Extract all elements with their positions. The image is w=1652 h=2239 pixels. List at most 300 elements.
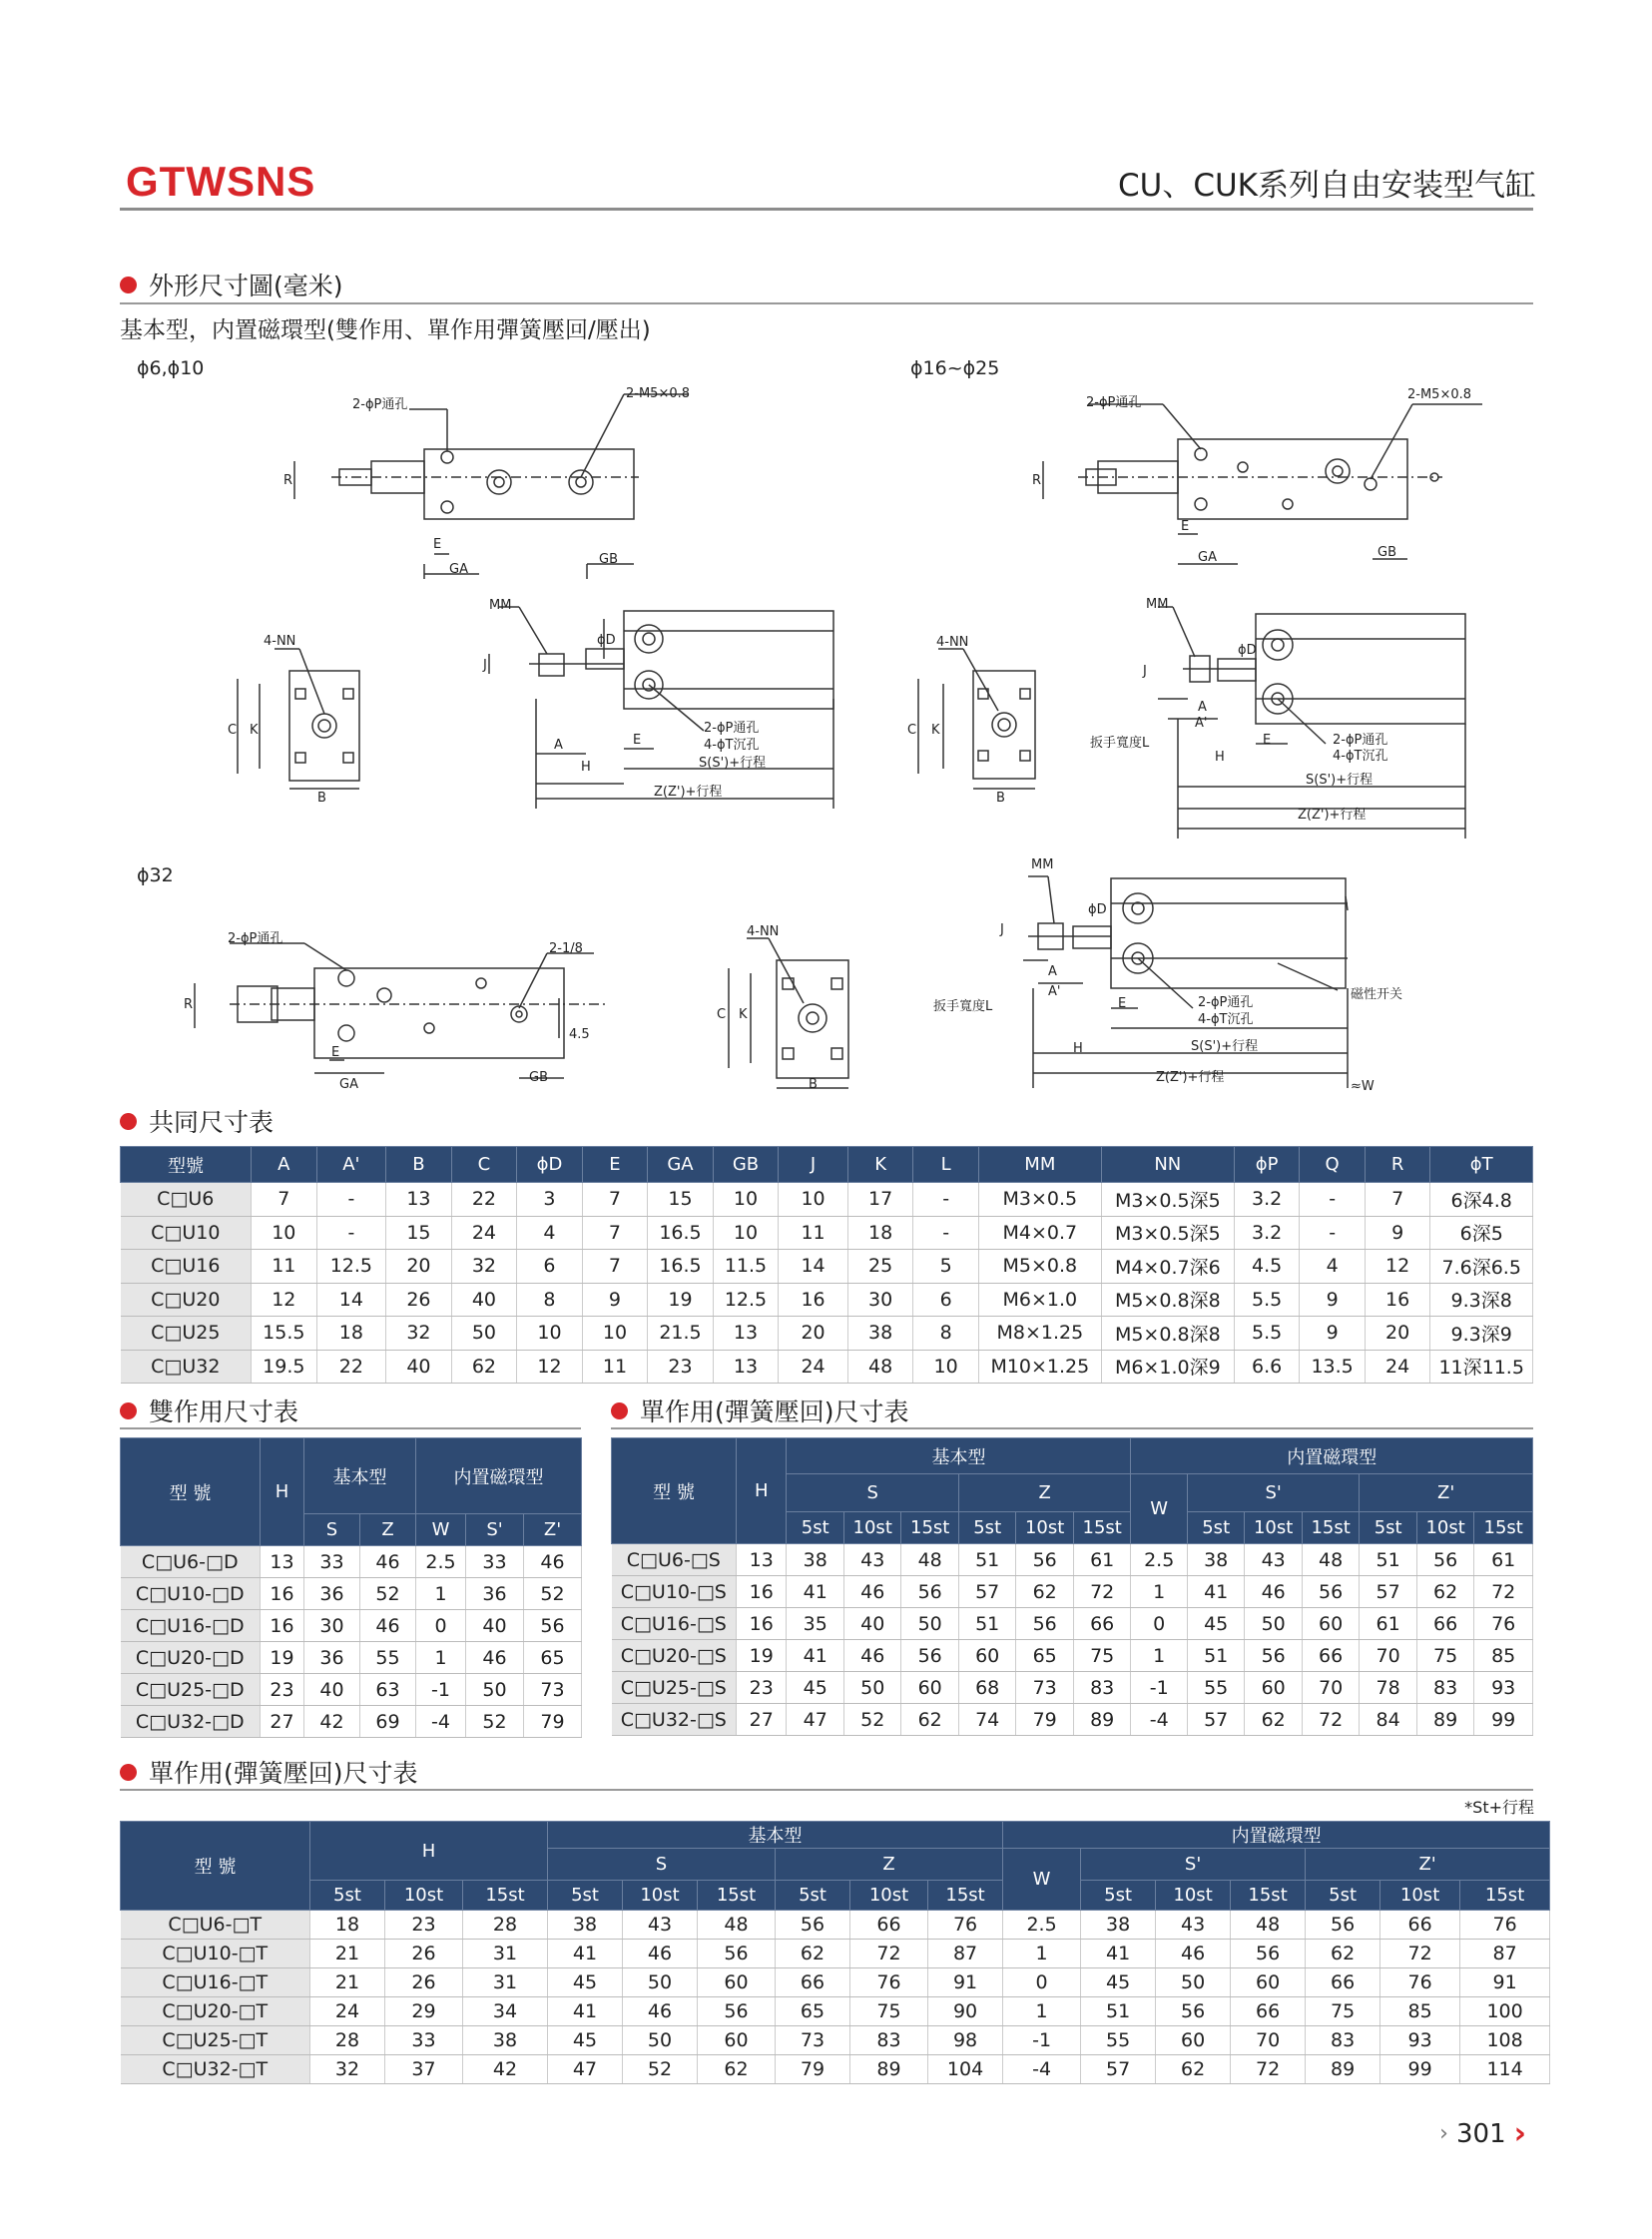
value-cell: 16.5 bbox=[648, 1250, 714, 1284]
value-cell: 9 bbox=[582, 1283, 648, 1317]
header-cell: B bbox=[386, 1147, 452, 1183]
table-row bbox=[612, 1544, 1533, 1576]
value-cell: 56 bbox=[698, 1940, 776, 1968]
header-cell: 10st bbox=[385, 1881, 463, 1911]
value-cell: 3.2 bbox=[1234, 1183, 1300, 1217]
model-cell: C□U16-□D bbox=[121, 1610, 261, 1642]
value-cell: 75 bbox=[1306, 1997, 1380, 2026]
value-cell: 62 bbox=[776, 1940, 850, 1968]
label-gb-3: GB bbox=[529, 1070, 548, 1085]
value-cell: 40 bbox=[304, 1674, 360, 1706]
value-cell: 99 bbox=[1474, 1704, 1533, 1736]
value-cell: 7 bbox=[582, 1250, 648, 1284]
table-row bbox=[612, 1672, 1533, 1704]
value-cell: 48 bbox=[698, 1911, 776, 1940]
header-cell: GB bbox=[713, 1147, 779, 1183]
model-cell: C□U20-□D bbox=[121, 1642, 261, 1674]
value-cell: 76 bbox=[1380, 1968, 1460, 1997]
value-cell: 0 bbox=[1131, 1608, 1187, 1640]
value-cell: 46 bbox=[1245, 1576, 1302, 1608]
value-cell: M6×1.0 bbox=[978, 1283, 1101, 1317]
value-cell: 66 bbox=[1306, 1968, 1380, 1997]
value-cell: 60 bbox=[1302, 1608, 1359, 1640]
value-cell: 24 bbox=[779, 1350, 848, 1384]
value-cell: 56 bbox=[524, 1610, 582, 1642]
value-cell: 14 bbox=[779, 1250, 848, 1284]
value-cell: 72 bbox=[850, 1940, 928, 1968]
value-cell: 28 bbox=[310, 2026, 385, 2055]
value-cell: 45 bbox=[548, 2026, 623, 2055]
label-p-hole-6: 2-ϕP通孔 bbox=[1198, 995, 1254, 1010]
header-cell: 5st bbox=[1081, 1881, 1156, 1911]
header-magnetic: 内置磁環型 bbox=[1003, 1822, 1550, 1849]
label-e-5: E bbox=[331, 1045, 340, 1060]
value-cell: 25 bbox=[847, 1250, 913, 1284]
value-cell: 70 bbox=[1231, 2026, 1306, 2055]
header-cell: 15st bbox=[1231, 1881, 1306, 1911]
value-cell: 2.5 bbox=[416, 1546, 466, 1578]
value-cell: 37 bbox=[385, 2055, 463, 2084]
value-cell: 11 bbox=[582, 1350, 648, 1384]
value-cell: 47 bbox=[787, 1704, 843, 1736]
value-cell: 61 bbox=[1073, 1544, 1131, 1576]
value-cell: 73 bbox=[776, 2026, 850, 2055]
bullet-dot-icon bbox=[611, 1402, 628, 1419]
value-cell: 83 bbox=[1416, 1672, 1473, 1704]
table-row bbox=[121, 2026, 1550, 2055]
header-cell: 10st bbox=[1245, 1512, 1302, 1544]
value-cell: 62 bbox=[1245, 1704, 1302, 1736]
value-cell: 84 bbox=[1360, 1704, 1416, 1736]
value-cell: 41 bbox=[787, 1576, 843, 1608]
value-cell: 23 bbox=[261, 1674, 304, 1706]
value-cell: 66 bbox=[1380, 1911, 1460, 1940]
header-h: H bbox=[737, 1438, 787, 1544]
value-cell: 16.5 bbox=[648, 1216, 714, 1250]
value-cell: 20 bbox=[1365, 1317, 1430, 1351]
header-s-prime: S' bbox=[1187, 1474, 1359, 1512]
value-cell: 89 bbox=[1306, 2055, 1380, 2084]
value-cell: 38 bbox=[787, 1544, 843, 1576]
value-cell: 104 bbox=[928, 2055, 1003, 2084]
value-cell: 65 bbox=[1016, 1640, 1073, 1672]
value-cell: 72 bbox=[1474, 1576, 1533, 1608]
chevron-right-icon: › bbox=[1513, 2116, 1526, 2151]
value-cell: 79 bbox=[1016, 1704, 1073, 1736]
value-cell: 48 bbox=[1302, 1544, 1359, 1576]
value-cell: 40 bbox=[386, 1350, 452, 1384]
value-cell: 41 bbox=[1187, 1576, 1244, 1608]
value-cell: 52 bbox=[843, 1704, 900, 1736]
label-ga-1: GA bbox=[449, 562, 468, 577]
table-row bbox=[121, 1250, 1533, 1284]
value-cell: 6深4.8 bbox=[1430, 1183, 1533, 1217]
value-cell: 40 bbox=[466, 1610, 524, 1642]
value-cell: 52 bbox=[623, 2055, 698, 2084]
value-cell: 12 bbox=[1365, 1250, 1430, 1284]
header-z: Z bbox=[776, 1849, 1003, 1881]
label-s-stroke-1: S(S')+行程 bbox=[699, 756, 767, 771]
value-cell: 20 bbox=[386, 1250, 452, 1284]
label-p-hole-1: 2-ϕP通孔 bbox=[352, 397, 408, 412]
label-c-3: C bbox=[717, 1007, 727, 1022]
stroke-note: *St+行程 bbox=[1464, 1798, 1534, 1817]
value-cell: 19 bbox=[648, 1283, 714, 1317]
value-cell: 47 bbox=[548, 2055, 623, 2084]
model-cell: C□U10-□S bbox=[612, 1576, 737, 1608]
header-cell: 15st bbox=[463, 1881, 548, 1911]
header-cell: S bbox=[304, 1514, 360, 1546]
value-cell: 5.5 bbox=[1234, 1317, 1300, 1351]
value-cell: 46 bbox=[843, 1640, 900, 1672]
value-cell: 38 bbox=[847, 1317, 913, 1351]
value-cell: 11 bbox=[779, 1216, 848, 1250]
value-cell: 34 bbox=[463, 1997, 548, 2026]
value-cell: 12.5 bbox=[713, 1283, 779, 1317]
label-s-stroke-3: S(S')+行程 bbox=[1191, 1039, 1259, 1054]
label-gb-2: GB bbox=[1377, 545, 1396, 560]
table-row bbox=[121, 1706, 582, 1738]
value-cell: 56 bbox=[1306, 1911, 1380, 1940]
value-cell: 65 bbox=[776, 1997, 850, 2026]
header-cell: W bbox=[416, 1514, 466, 1546]
value-cell: 52 bbox=[466, 1706, 524, 1738]
table-row bbox=[121, 1283, 1533, 1317]
section-divider bbox=[120, 1789, 1533, 1791]
value-cell: M4×0.7 bbox=[978, 1216, 1101, 1250]
value-cell: 72 bbox=[1231, 2055, 1306, 2084]
value-cell: 16 bbox=[1365, 1283, 1430, 1317]
value-cell: 57 bbox=[958, 1576, 1015, 1608]
value-cell: 57 bbox=[1081, 2055, 1156, 2084]
chevron-right-icon: › bbox=[1439, 2121, 1448, 2146]
header-cell: 5st bbox=[958, 1512, 1015, 1544]
value-cell: 48 bbox=[1231, 1911, 1306, 1940]
value-cell: 62 bbox=[1156, 2055, 1231, 2084]
value-cell: 91 bbox=[1460, 1968, 1550, 1997]
value-cell: 56 bbox=[1302, 1576, 1359, 1608]
value-cell: -1 bbox=[416, 1674, 466, 1706]
value-cell: 8 bbox=[913, 1317, 979, 1351]
header-cell: 10st bbox=[1016, 1512, 1073, 1544]
value-cell: 43 bbox=[623, 1911, 698, 1940]
label-m5-1: 2-M5×0.8 bbox=[626, 386, 691, 401]
header-model: 型 號 bbox=[121, 1822, 310, 1911]
value-cell: 75 bbox=[850, 1997, 928, 2026]
value-cell: 60 bbox=[698, 1968, 776, 1997]
value-cell: - bbox=[913, 1183, 979, 1217]
section-divider bbox=[611, 1427, 1533, 1429]
bullet-dot-icon bbox=[120, 1402, 137, 1419]
value-cell: 23 bbox=[648, 1350, 714, 1384]
value-cell: 66 bbox=[776, 1968, 850, 1997]
value-cell: 10 bbox=[252, 1216, 317, 1250]
label-p-hole-5: 2-ϕP通孔 bbox=[228, 931, 283, 946]
label-t-hole-2: 4-ϕT沉孔 bbox=[1333, 749, 1388, 764]
header-cell: 10st bbox=[1416, 1512, 1473, 1544]
model-cell: C□U20-□T bbox=[121, 1997, 310, 2026]
header-cell: R bbox=[1365, 1147, 1430, 1183]
value-cell: 60 bbox=[698, 2026, 776, 2055]
value-cell: 50 bbox=[466, 1674, 524, 1706]
value-cell: 10 bbox=[779, 1183, 848, 1217]
value-cell: 13 bbox=[737, 1544, 787, 1576]
header-s-prime: S' bbox=[1081, 1849, 1306, 1881]
value-cell: M4×0.7深6 bbox=[1101, 1250, 1234, 1284]
value-cell: 98 bbox=[928, 2026, 1003, 2055]
header-cell: 10st bbox=[1380, 1881, 1460, 1911]
table-row bbox=[121, 1183, 1533, 1217]
value-cell: 12 bbox=[252, 1283, 317, 1317]
value-cell: 56 bbox=[1156, 1997, 1231, 2026]
double-acting-table bbox=[120, 1437, 582, 1738]
value-cell: 14 bbox=[316, 1283, 386, 1317]
model-cell: C□U10-□T bbox=[121, 1940, 310, 1968]
header-basic: 基本型 bbox=[787, 1438, 1131, 1474]
header-cell: J bbox=[779, 1147, 848, 1183]
header-cell: Q bbox=[1300, 1147, 1366, 1183]
value-cell: 7 bbox=[582, 1183, 648, 1217]
bullet-dot-icon bbox=[120, 1113, 137, 1130]
drawing-6-10-side bbox=[489, 607, 833, 809]
value-cell: 15 bbox=[386, 1216, 452, 1250]
value-cell: 40 bbox=[843, 1608, 900, 1640]
value-cell: 46 bbox=[466, 1642, 524, 1674]
header-cell: 15st bbox=[1460, 1881, 1550, 1911]
header-cell: 10st bbox=[843, 1512, 900, 1544]
value-cell: 46 bbox=[623, 1940, 698, 1968]
model-cell: C□U32-□D bbox=[121, 1706, 261, 1738]
header-h: H bbox=[261, 1438, 304, 1546]
value-cell: 70 bbox=[1302, 1672, 1359, 1704]
value-cell: 61 bbox=[1474, 1544, 1533, 1576]
header-cell: Z' bbox=[524, 1514, 582, 1546]
table-row bbox=[121, 1642, 582, 1674]
value-cell: 46 bbox=[1156, 1940, 1231, 1968]
model-cell: C□U25-□D bbox=[121, 1674, 261, 1706]
value-cell: 43 bbox=[1245, 1544, 1302, 1576]
value-cell: 52 bbox=[524, 1578, 582, 1610]
value-cell: 56 bbox=[1416, 1544, 1473, 1576]
header-z-prime: Z' bbox=[1306, 1849, 1550, 1881]
value-cell: 74 bbox=[958, 1704, 1015, 1736]
value-cell: 15 bbox=[648, 1183, 714, 1217]
value-cell: 56 bbox=[698, 1997, 776, 2026]
header-cell: E bbox=[582, 1147, 648, 1183]
value-cell: 55 bbox=[1187, 1672, 1244, 1704]
value-cell: 24 bbox=[451, 1216, 517, 1250]
value-cell: 1 bbox=[416, 1578, 466, 1610]
value-cell: 29 bbox=[385, 1997, 463, 2026]
label-j-2: J bbox=[1143, 664, 1147, 679]
value-cell: 66 bbox=[1073, 1608, 1131, 1640]
header-s: S bbox=[787, 1474, 958, 1512]
value-cell: 85 bbox=[1474, 1640, 1533, 1672]
value-cell: 51 bbox=[1081, 1997, 1156, 2026]
value-cell: 70 bbox=[1360, 1640, 1416, 1672]
value-cell: 62 bbox=[1016, 1576, 1073, 1608]
header-cell: NN bbox=[1101, 1147, 1234, 1183]
value-cell: 31 bbox=[463, 1968, 548, 1997]
value-cell: 83 bbox=[1306, 2026, 1380, 2055]
header-cell: K bbox=[847, 1147, 913, 1183]
header-basic: 基本型 bbox=[548, 1822, 1003, 1849]
value-cell: 8 bbox=[517, 1283, 583, 1317]
value-cell: 57 bbox=[1187, 1704, 1244, 1736]
label-b-3: B bbox=[809, 1077, 818, 1092]
value-cell: 10 bbox=[713, 1216, 779, 1250]
value-cell: 26 bbox=[385, 1968, 463, 1997]
header-h: H bbox=[310, 1822, 548, 1881]
value-cell: 43 bbox=[843, 1544, 900, 1576]
value-cell: 21 bbox=[310, 1968, 385, 1997]
value-cell: 50 bbox=[843, 1672, 900, 1704]
label-z-stroke-1: Z(Z')+行程 bbox=[654, 785, 723, 800]
label-e-4: E bbox=[1263, 733, 1272, 748]
value-cell: 85 bbox=[1380, 1997, 1460, 2026]
label-p-hole-4: 2-ϕP通孔 bbox=[1333, 733, 1388, 748]
value-cell: 51 bbox=[1360, 1544, 1416, 1576]
drawing-32-top bbox=[195, 943, 609, 1078]
section-heading-common bbox=[120, 1104, 274, 1138]
value-cell: 56 bbox=[1231, 1940, 1306, 1968]
section-title: 外形尺寸圖(毫米) bbox=[149, 272, 343, 300]
value-cell: 56 bbox=[1016, 1608, 1073, 1640]
section-subtitle: 基本型，内置磁環型(雙作用、單作用彈簧壓回/壓出) bbox=[120, 317, 651, 343]
value-cell: M3×0.5深5 bbox=[1101, 1216, 1234, 1250]
label-nn-2: 4-NN bbox=[936, 635, 969, 650]
table-row bbox=[121, 1911, 1550, 1940]
value-cell: M6×1.0深9 bbox=[1101, 1350, 1234, 1384]
value-cell: 38 bbox=[1081, 1911, 1156, 1940]
value-cell: M10×1.25 bbox=[978, 1350, 1101, 1384]
label-h-3: H bbox=[1073, 1041, 1083, 1056]
label-p-hole-2: 2-ϕP通孔 bbox=[704, 721, 760, 736]
value-cell: 26 bbox=[386, 1283, 452, 1317]
value-cell: 72 bbox=[1302, 1704, 1359, 1736]
model-cell: C□U10 bbox=[121, 1216, 252, 1250]
value-cell: 15.5 bbox=[252, 1317, 317, 1351]
table-row bbox=[121, 1350, 1533, 1384]
value-cell: 2.5 bbox=[1003, 1911, 1081, 1940]
value-cell: 69 bbox=[360, 1706, 416, 1738]
model-cell: C□U25-□T bbox=[121, 2026, 310, 2055]
table-row bbox=[121, 1216, 1533, 1250]
value-cell: 6.6 bbox=[1234, 1350, 1300, 1384]
header-basic: 基本型 bbox=[304, 1438, 416, 1514]
table-row bbox=[121, 1546, 582, 1578]
model-cell: C□U10-□D bbox=[121, 1578, 261, 1610]
value-cell: 46 bbox=[360, 1546, 416, 1578]
value-cell: 45 bbox=[787, 1672, 843, 1704]
label-j-1: J bbox=[483, 658, 487, 673]
label-s-stroke-2: S(S')+行程 bbox=[1306, 773, 1374, 788]
value-cell: 60 bbox=[1245, 1672, 1302, 1704]
value-cell: 11深11.5 bbox=[1430, 1350, 1533, 1384]
section-heading-single-t bbox=[120, 1755, 418, 1789]
value-cell: 68 bbox=[958, 1672, 1015, 1704]
value-cell: 5 bbox=[913, 1250, 979, 1284]
value-cell: 1 bbox=[1003, 1940, 1081, 1968]
value-cell: 76 bbox=[1474, 1608, 1533, 1640]
value-cell: 24 bbox=[310, 1997, 385, 2026]
value-cell: 20 bbox=[779, 1317, 848, 1351]
value-cell: 13 bbox=[713, 1350, 779, 1384]
value-cell: - bbox=[1300, 1216, 1366, 1250]
value-cell: 23 bbox=[737, 1672, 787, 1704]
figure-label-16-25: ϕ16~ϕ25 bbox=[910, 357, 1000, 379]
value-cell: 7 bbox=[252, 1183, 317, 1217]
header-cell: L bbox=[913, 1147, 979, 1183]
header-cell: 5st bbox=[787, 1512, 843, 1544]
label-r-2: R bbox=[1032, 473, 1042, 488]
header-cell: 15st bbox=[1073, 1512, 1131, 1544]
value-cell: 7.6深6.5 bbox=[1430, 1250, 1533, 1284]
value-cell: 42 bbox=[304, 1706, 360, 1738]
header-cell: 10st bbox=[623, 1881, 698, 1911]
value-cell: 73 bbox=[524, 1674, 582, 1706]
value-cell: 31 bbox=[463, 1940, 548, 1968]
label-h-1: H bbox=[581, 760, 591, 775]
value-cell: 13.5 bbox=[1300, 1350, 1366, 1384]
value-cell: 36 bbox=[304, 1642, 360, 1674]
value-cell: 76 bbox=[1460, 1911, 1550, 1940]
value-cell: 28 bbox=[463, 1911, 548, 1940]
header-cell: 10st bbox=[1156, 1881, 1231, 1911]
value-cell: 7 bbox=[1365, 1183, 1430, 1217]
label-z-stroke-3: Z(Z')+行程 bbox=[1156, 1070, 1225, 1085]
drawing-32-side bbox=[1023, 876, 1348, 1088]
value-cell: 16 bbox=[261, 1578, 304, 1610]
value-cell: M3×0.5深5 bbox=[1101, 1183, 1234, 1217]
header-w: W bbox=[1003, 1849, 1081, 1911]
value-cell: 19 bbox=[737, 1640, 787, 1672]
label-a-2: A bbox=[1198, 700, 1207, 715]
value-cell: 57 bbox=[1360, 1576, 1416, 1608]
value-cell: 6深5 bbox=[1430, 1216, 1533, 1250]
value-cell: - bbox=[316, 1183, 386, 1217]
value-cell: 13 bbox=[713, 1317, 779, 1351]
value-cell: 41 bbox=[548, 1940, 623, 1968]
header-cell: ϕP bbox=[1234, 1147, 1300, 1183]
header-cell: MM bbox=[978, 1147, 1101, 1183]
header-cell: ϕD bbox=[517, 1147, 583, 1183]
label-e-1: E bbox=[433, 537, 442, 552]
value-cell: 10 bbox=[713, 1183, 779, 1217]
section-title: 單作用(彈簧壓回)尺寸表 bbox=[149, 1759, 418, 1788]
header-cell: S' bbox=[466, 1514, 524, 1546]
model-cell: C□U25-□S bbox=[612, 1672, 737, 1704]
value-cell: 30 bbox=[304, 1610, 360, 1642]
value-cell: 0 bbox=[416, 1610, 466, 1642]
model-cell: C□U25 bbox=[121, 1317, 252, 1351]
value-cell: 30 bbox=[847, 1283, 913, 1317]
value-cell: 43 bbox=[1156, 1911, 1231, 1940]
value-cell: 11 bbox=[252, 1250, 317, 1284]
model-cell: C□U6-□D bbox=[121, 1546, 261, 1578]
page-number-text: 301 bbox=[1455, 2118, 1506, 2149]
value-cell: 63 bbox=[360, 1674, 416, 1706]
table-row bbox=[121, 1610, 582, 1642]
model-cell: C□U6 bbox=[121, 1183, 252, 1217]
value-cell: 99 bbox=[1380, 2055, 1460, 2084]
value-cell: - bbox=[316, 1216, 386, 1250]
header-z-prime: Z' bbox=[1360, 1474, 1533, 1512]
value-cell: 55 bbox=[1081, 2026, 1156, 2055]
value-cell: 50 bbox=[451, 1317, 517, 1351]
value-cell: 36 bbox=[304, 1578, 360, 1610]
label-h-2: H bbox=[1215, 750, 1225, 765]
